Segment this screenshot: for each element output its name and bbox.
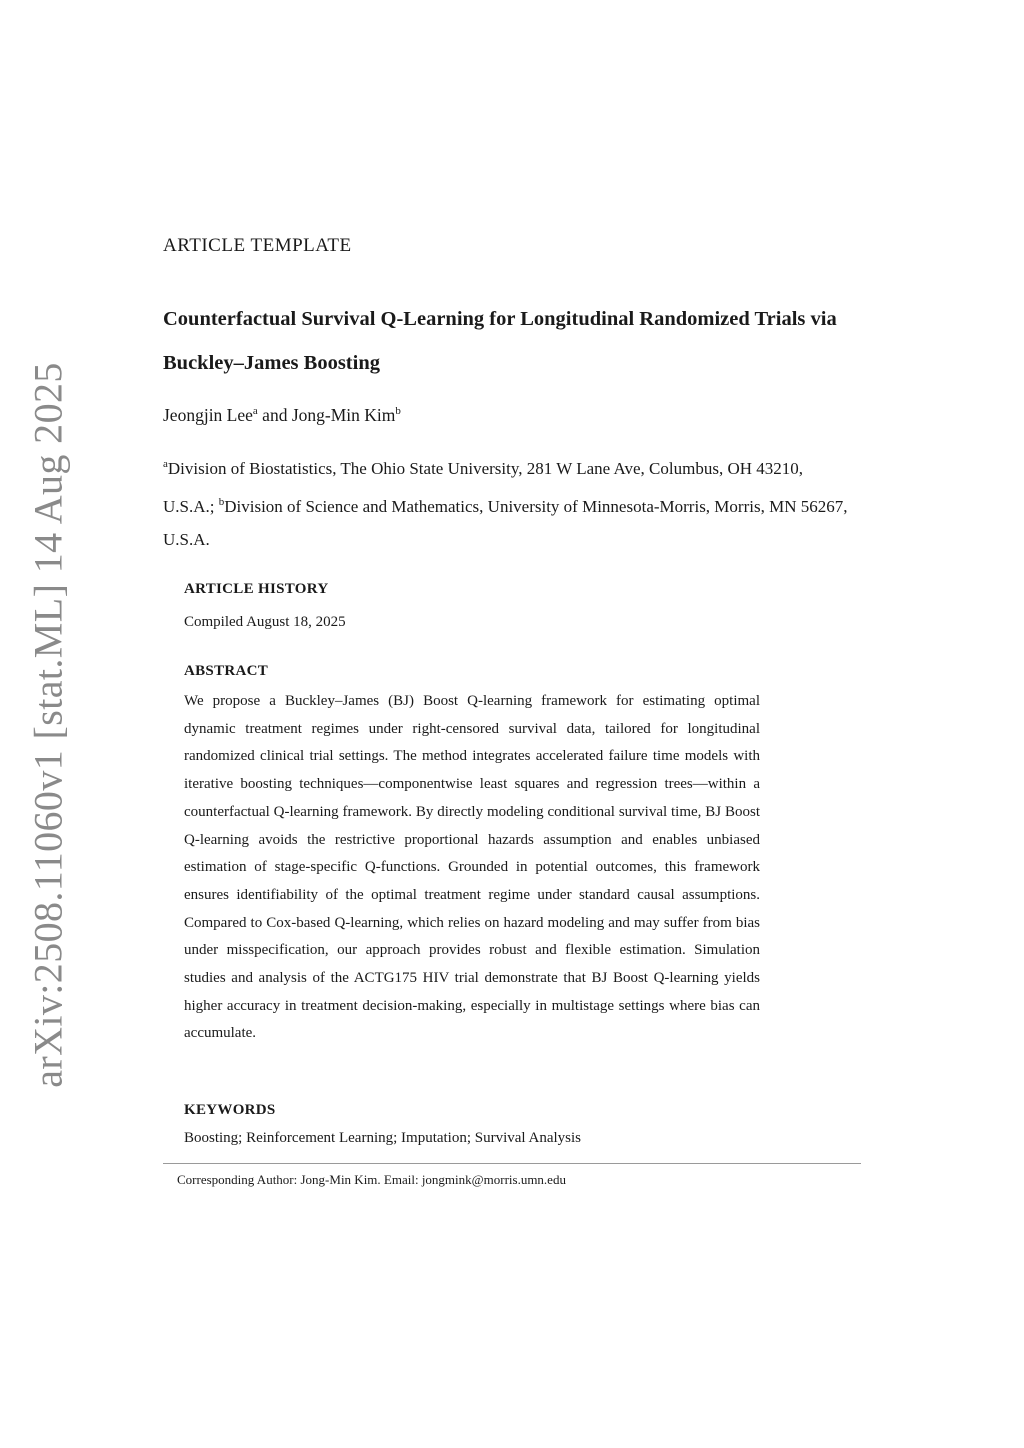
corresponding-author-footnote: Corresponding Author: Jong-Min Kim. Email: jongmink@morris.umn.edu [177,1172,566,1187]
abstract-body: We propose a Buckley–James (BJ) Boost Q-learning framework for estimating optimal dynamic treatment regimes under right-censored survival data, tailored for longitudinal randomized clinical trial settings. The method integrates accelerated failure time models with iterative boosting techniques—componentwise least squares and regression trees—within a counterfactual Q-learning framework. By directly modeling conditional survival time, BJ Boost Q-learning avoids the restrictive proportional hazards assumption and enables unbiased estimation of stage-specific Q-functions. Grounded in potential outcomes, this framework ensures identifiability of the optimal treatment regime under standard causal assumptions. Compared to Cox-based Q-learning, which relies on hazard modeling and may suffer from bias under misspecification, our approach provides robust and flexible estimation. Simulation studies and analysis of the ACTG175 HIV trial demonstrate that BJ Boost Q-learning yields higher accuracy in treatment decision-making, especially in multistage settings where bias can accumulate. [184,693,760,1042]
keywords-heading: KEYWORDS [184,1102,276,1118]
abstract-heading: ABSTRACT [184,663,269,679]
author-name: Jeongjin Lee [163,405,253,425]
affiliation-mark: a [163,458,168,470]
author-name: Jong-Min Kim [291,405,396,425]
affiliation-mark: b [395,405,401,417]
affiliations [163,448,853,557]
affiliation-mark: a [252,405,258,417]
author-joiner: and [257,405,292,425]
author-list [163,405,401,426]
compiled-date: Compiled August 18, 2025 [184,614,346,630]
arxiv-identifier[interactable]: arXiv:2508.11060v1 [stat.ML] 14 Aug 2025 [25,362,71,1088]
keywords-list: Boosting; Reinforcement Learning; Imputation; Survival Analysis [184,1130,582,1146]
affiliation-mark: b [218,495,225,508]
affiliation-a: Division of Biostatistics, The Ohio State University, 281 W Lane Ave, Columbus, OH 43210, U.S.A.; [163,459,803,516]
affiliation-b: Division of Science and Mathematics, University of Minnesota-Morris, Morris, MN 56267, U.S.A. [163,496,848,549]
footnote-divider [163,1163,861,1164]
article-history-heading: ARTICLE HISTORY [184,581,329,597]
paper-title: Counterfactual Survival Q-Learning for Longitudinal Randomized Trials via Buckley–James Boosting [163,308,837,374]
article-template-label: ARTICLE TEMPLATE [163,235,352,256]
